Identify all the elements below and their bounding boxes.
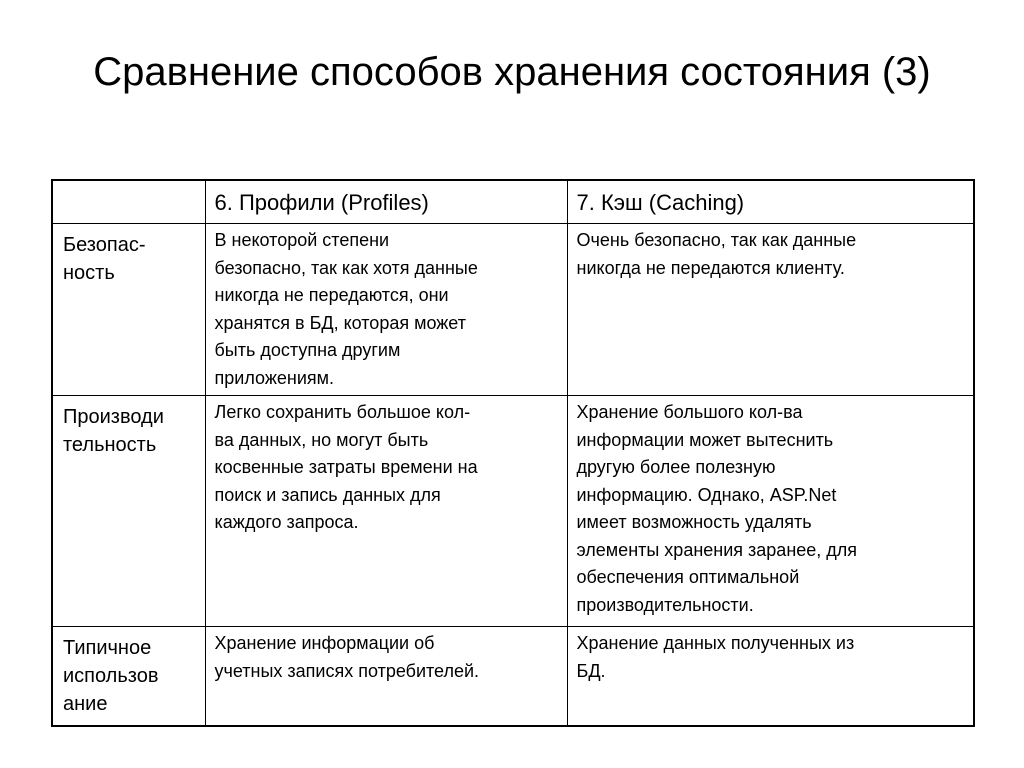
row-label-security: Безопас- ность	[63, 234, 146, 284]
performance-caching-text: Хранение большого кол-ва информации может вытеснить другую более полезную информацию. Однако, ASP.Net имеет возможность удалять элементы хранения заранее, для обеспечения оптимальной производительности.	[576, 402, 858, 615]
table-row	[52, 627, 974, 727]
table-row	[52, 396, 974, 627]
comparison-table	[51, 179, 975, 727]
table-cell	[205, 396, 567, 627]
table-row	[52, 224, 974, 396]
performance-profiles-text: Легко сохранить большое кол- ва данных, но могут быть косвенные затраты времени на поиск и запись данных для каждого запроса.	[214, 402, 478, 532]
row-label-typical-use: Типичное использов ание	[63, 637, 159, 715]
header-cell-caching	[567, 180, 974, 224]
table-cell	[205, 627, 567, 727]
table-corner-cell	[52, 180, 205, 224]
header-profiles: 6. Профили (Profiles)	[214, 190, 429, 215]
header-caching: 7. Кэш (Caching)	[576, 190, 745, 215]
row-label-cell	[52, 627, 205, 727]
typical-use-profiles-text: Хранение информации об учетных записях потребителей.	[214, 633, 480, 681]
security-profiles-text: В некоторой степени безопасно, так как хотя данные никогда не передаются, они хранятся в БД, которая может быть доступна другим приложениям.	[214, 230, 478, 388]
slide-title: Сравнение способов хранения состояния (3)	[93, 50, 931, 94]
table-cell	[205, 224, 567, 396]
corner-text	[53, 181, 205, 190]
security-caching-text: Очень безопасно, так как данные никогда не передаются клиенту.	[576, 230, 857, 278]
table-cell	[567, 396, 974, 627]
row-label-cell	[52, 396, 205, 627]
row-label-cell	[52, 224, 205, 396]
table-cell	[567, 627, 974, 727]
row-label-performance: Производи тельность	[63, 406, 164, 456]
typical-use-caching-text: Хранение данных полученных из БД.	[576, 633, 855, 681]
table-cell	[567, 224, 974, 396]
header-cell-profiles	[205, 180, 567, 224]
table-header-row	[52, 180, 974, 224]
